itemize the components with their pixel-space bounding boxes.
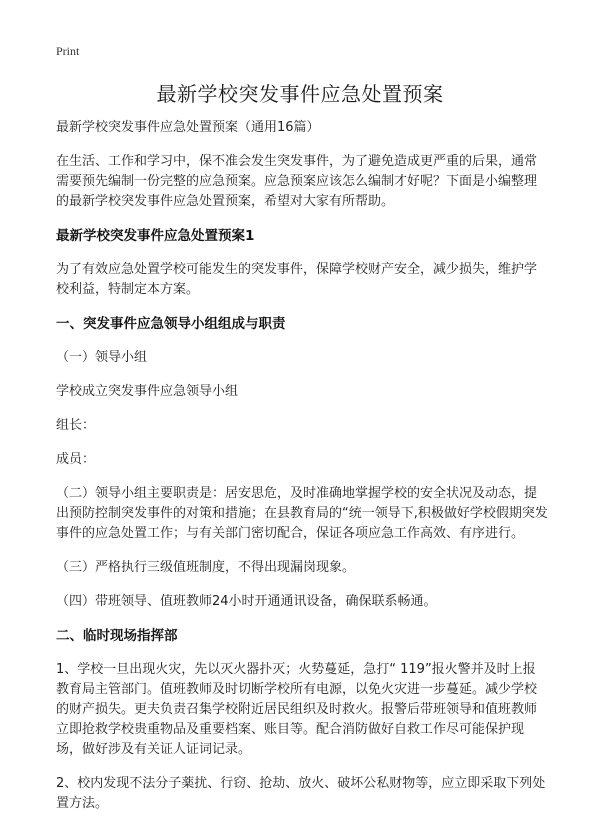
document-subtitle: 最新学校突发事件应急处置预案（通用16篇） [56, 120, 320, 135]
document-body [56, 118, 548, 828]
part1-text1: 学校成立突发事件应急领导小组 [56, 384, 239, 399]
section-heading: 最新学校突发事件应急处置预案1 [56, 228, 255, 244]
part1-heading: 一、突发事件应急领导小组组成与职责 [56, 316, 286, 332]
part1-sub1: （一）领导小组 [56, 350, 148, 365]
part1-sub3: （三）严格执行三级值班制度，不得出现漏岗现象。 [56, 560, 356, 575]
part1-members: 成员： [56, 452, 96, 467]
part2-heading: 二、临时现场指挥部 [56, 628, 178, 644]
intro-paragraph: 在生活、工作和学习中，保不准会发生突发事件，为了避免造成更严重的后果，通常需要预先编制一份完整的应急预案。应急预案应该怎么编制才好呢？下面是小编整理的最新学校突发事件应急处置预案，希望对大家有所帮助。 [56, 154, 538, 209]
part1-sub4: （四）带班领导、值班教师24小时开通通讯设备，确保联系畅通。 [56, 594, 437, 609]
document-title: 最新学校突发事件应急处置预案 [156, 82, 444, 106]
part1-sub2: （二）领导小组主要职责是：居安思危，及时准确地掌握学校的安全状况及动态，提出预防控制突发事件的对策和措施；在县教育局的“统一领导下,积极做好学校假期突发事件的应急处置工作；与有关部门密切配合，保证各项应急工作高效、有序进行。 [56, 486, 548, 541]
part2-item1: 1、学校一旦出现火灾，先以灭火器扑灭；火势蔓延，急打“ 119”报火警并及时上报教育局主管部门。值班教师及时切断学校所有电源，以免火灾进一步蔓延。减少学校的财产损失。更夫负责召集学校附近居民组织及时救火。报警后带班领导和值班教师立即抢救学校贵重物品及重要档案、账目等。配合消防做好自救工作尽可能保护现场，做好涉及有关证人证词记录。 [56, 662, 538, 757]
part2-item2: 2、校内发现不法分子薬扰、行窃、抢劫、放火、破坏公私财物等，应立即采取下列处置方法。 [56, 776, 546, 811]
section-intro-paragraph: 为了有效应急处置学校可能发生的突发事件，保障学校财产安全，减少损失，维护学校利益，特制定本方案。 [56, 262, 538, 297]
print-label: Print [56, 44, 80, 58]
part1-leader: 组长： [56, 418, 96, 433]
